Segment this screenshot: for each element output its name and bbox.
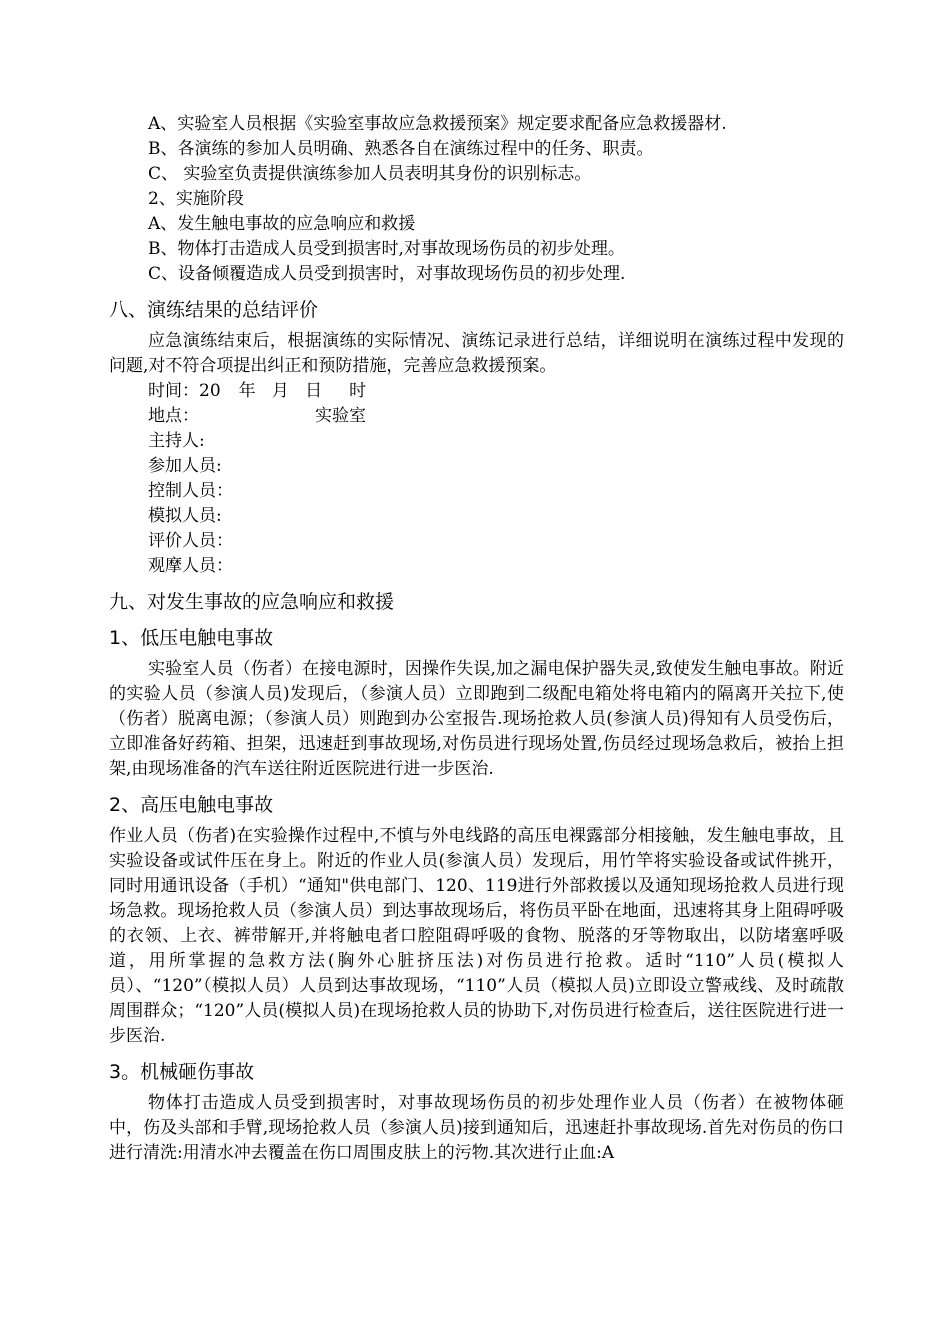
observers-row: 观摩人员： <box>148 556 233 576</box>
stage-heading: 2、实施阶段 <box>148 189 244 209</box>
subsection-2-heading: 2、高压电触电事故 <box>109 794 274 816</box>
document-page <box>109 112 844 1166</box>
subsection-1-heading: 1、低压电触电事故 <box>109 627 274 649</box>
time-label: 时间：20 <box>148 381 221 401</box>
subsection-3-heading: 3。机械砸伤事故 <box>109 1061 255 1083</box>
prep-item-b: B、各演练的参加人员明确、熟悉各自在演练过程中的任务、职责。 <box>148 139 654 159</box>
place-row <box>109 404 844 429</box>
simulators-row: 模拟人员: <box>148 506 222 526</box>
evaluators-row: 评价人员： <box>148 531 233 551</box>
host-row: 主持人: <box>148 431 205 451</box>
subsection-3-body: 物体打击造成人员受到损害时，对事故现场伤员的初步处理作业人员（伤者）在被物体砸中，伤及头部和手臂,现场抢救人员（参演人员)接到通知后，迅速赶扑事故现场.首先对伤员的伤口进行清洗:用清水冲去覆盖在伤口周围皮肤上的污物.其次进行止血:A <box>109 1093 844 1163</box>
stage-item-c: C、设备倾覆造成人员受到损害时，对事故现场伤员的初步处理. <box>148 264 626 284</box>
section-8-body: 应急演练结束后，根据演练的实际情况、演练记录进行总结，详细说明在演练过程中发现的问题,对不符合项提出纠正和预防措施，完善应急救援预案。 <box>109 331 844 376</box>
time-units: 年 月 日 时 <box>238 381 367 401</box>
time-row <box>109 379 844 404</box>
subsection-1-body: 实验室人员（伤者）在接电源时，因操作失误,加之漏电保护器失灵,致使发生触电事故。附近的实验人员（参演人员)发现后，（参演人员）立即跑到二级配电箱处将电箱内的隔离开关拉下,使（伤者）脱离电源；（参演人员）则跑到办公室报告.现场抢救人员(参演人员)得知有人员受伤后，立即准备好药箱、担架，迅速赶到事故现场,对伤员进行现场处置,伤员经过现场急救后，被抬上担架,由现场准备的汽车送往附近医院进行进一步医治. <box>109 659 844 779</box>
section-8-heading: 八、演练结果的总结评价 <box>109 299 319 321</box>
controllers-row: 控制人员： <box>148 481 233 501</box>
place-label: 地点： <box>148 406 199 426</box>
section-9-heading: 九、对发生事故的应急响应和救援 <box>109 591 395 613</box>
stage-item-b: B、物体打击造成人员受到损害时,对事故现场伤员的初步处理。 <box>148 239 625 259</box>
stage-item-a: A、发生触电事故的应急响应和救援 <box>148 214 416 234</box>
place-value: 实验室 <box>315 406 366 426</box>
subsection-2-body: 作业人员（伤者)在实验操作过程中,不慎与外电线路的高压电裸露部分相接触，发生触电事故，且实验设备或试件压在身上。附近的作业人员(参演人员）发现后，用竹竿将实验设备或试件挑开，同时用通讯设备（手机）“通知"供电部门、120、119进行外部救援以及通知现场抢救人员进行现场急救。现场抢救人员（参演人员）到达事故现场后，将伤员平卧在地面，迅速将其身上阻碍呼吸的衣领、上衣、裤带解开,并将触电者口腔阻碍呼吸的食物、脱落的牙等物取出，以防堵塞呼吸道，用所掌握的急救方法(胸外心脏挤压法)对伤员进行抢救。适时“110”人员(模拟人员）、“120”（模拟人员）人员到达事故现场，“110”人员（模拟人员)立即设立警戒线、及时疏散周围群众；“120”人员(模拟人员)在现场抢救人员的协助下,对伤员进行检查后，送往医院进行进一步医治. <box>109 826 844 1046</box>
prep-item-a: A、实验室人员根据《实验室事故应急救援预案》规定要求配备应急救援器材. <box>148 114 727 134</box>
participants-row: 参加人员: <box>148 456 222 476</box>
prep-item-c: C、 实验室负责提供演练参加人员表明其身份的识别标志。 <box>148 164 592 184</box>
